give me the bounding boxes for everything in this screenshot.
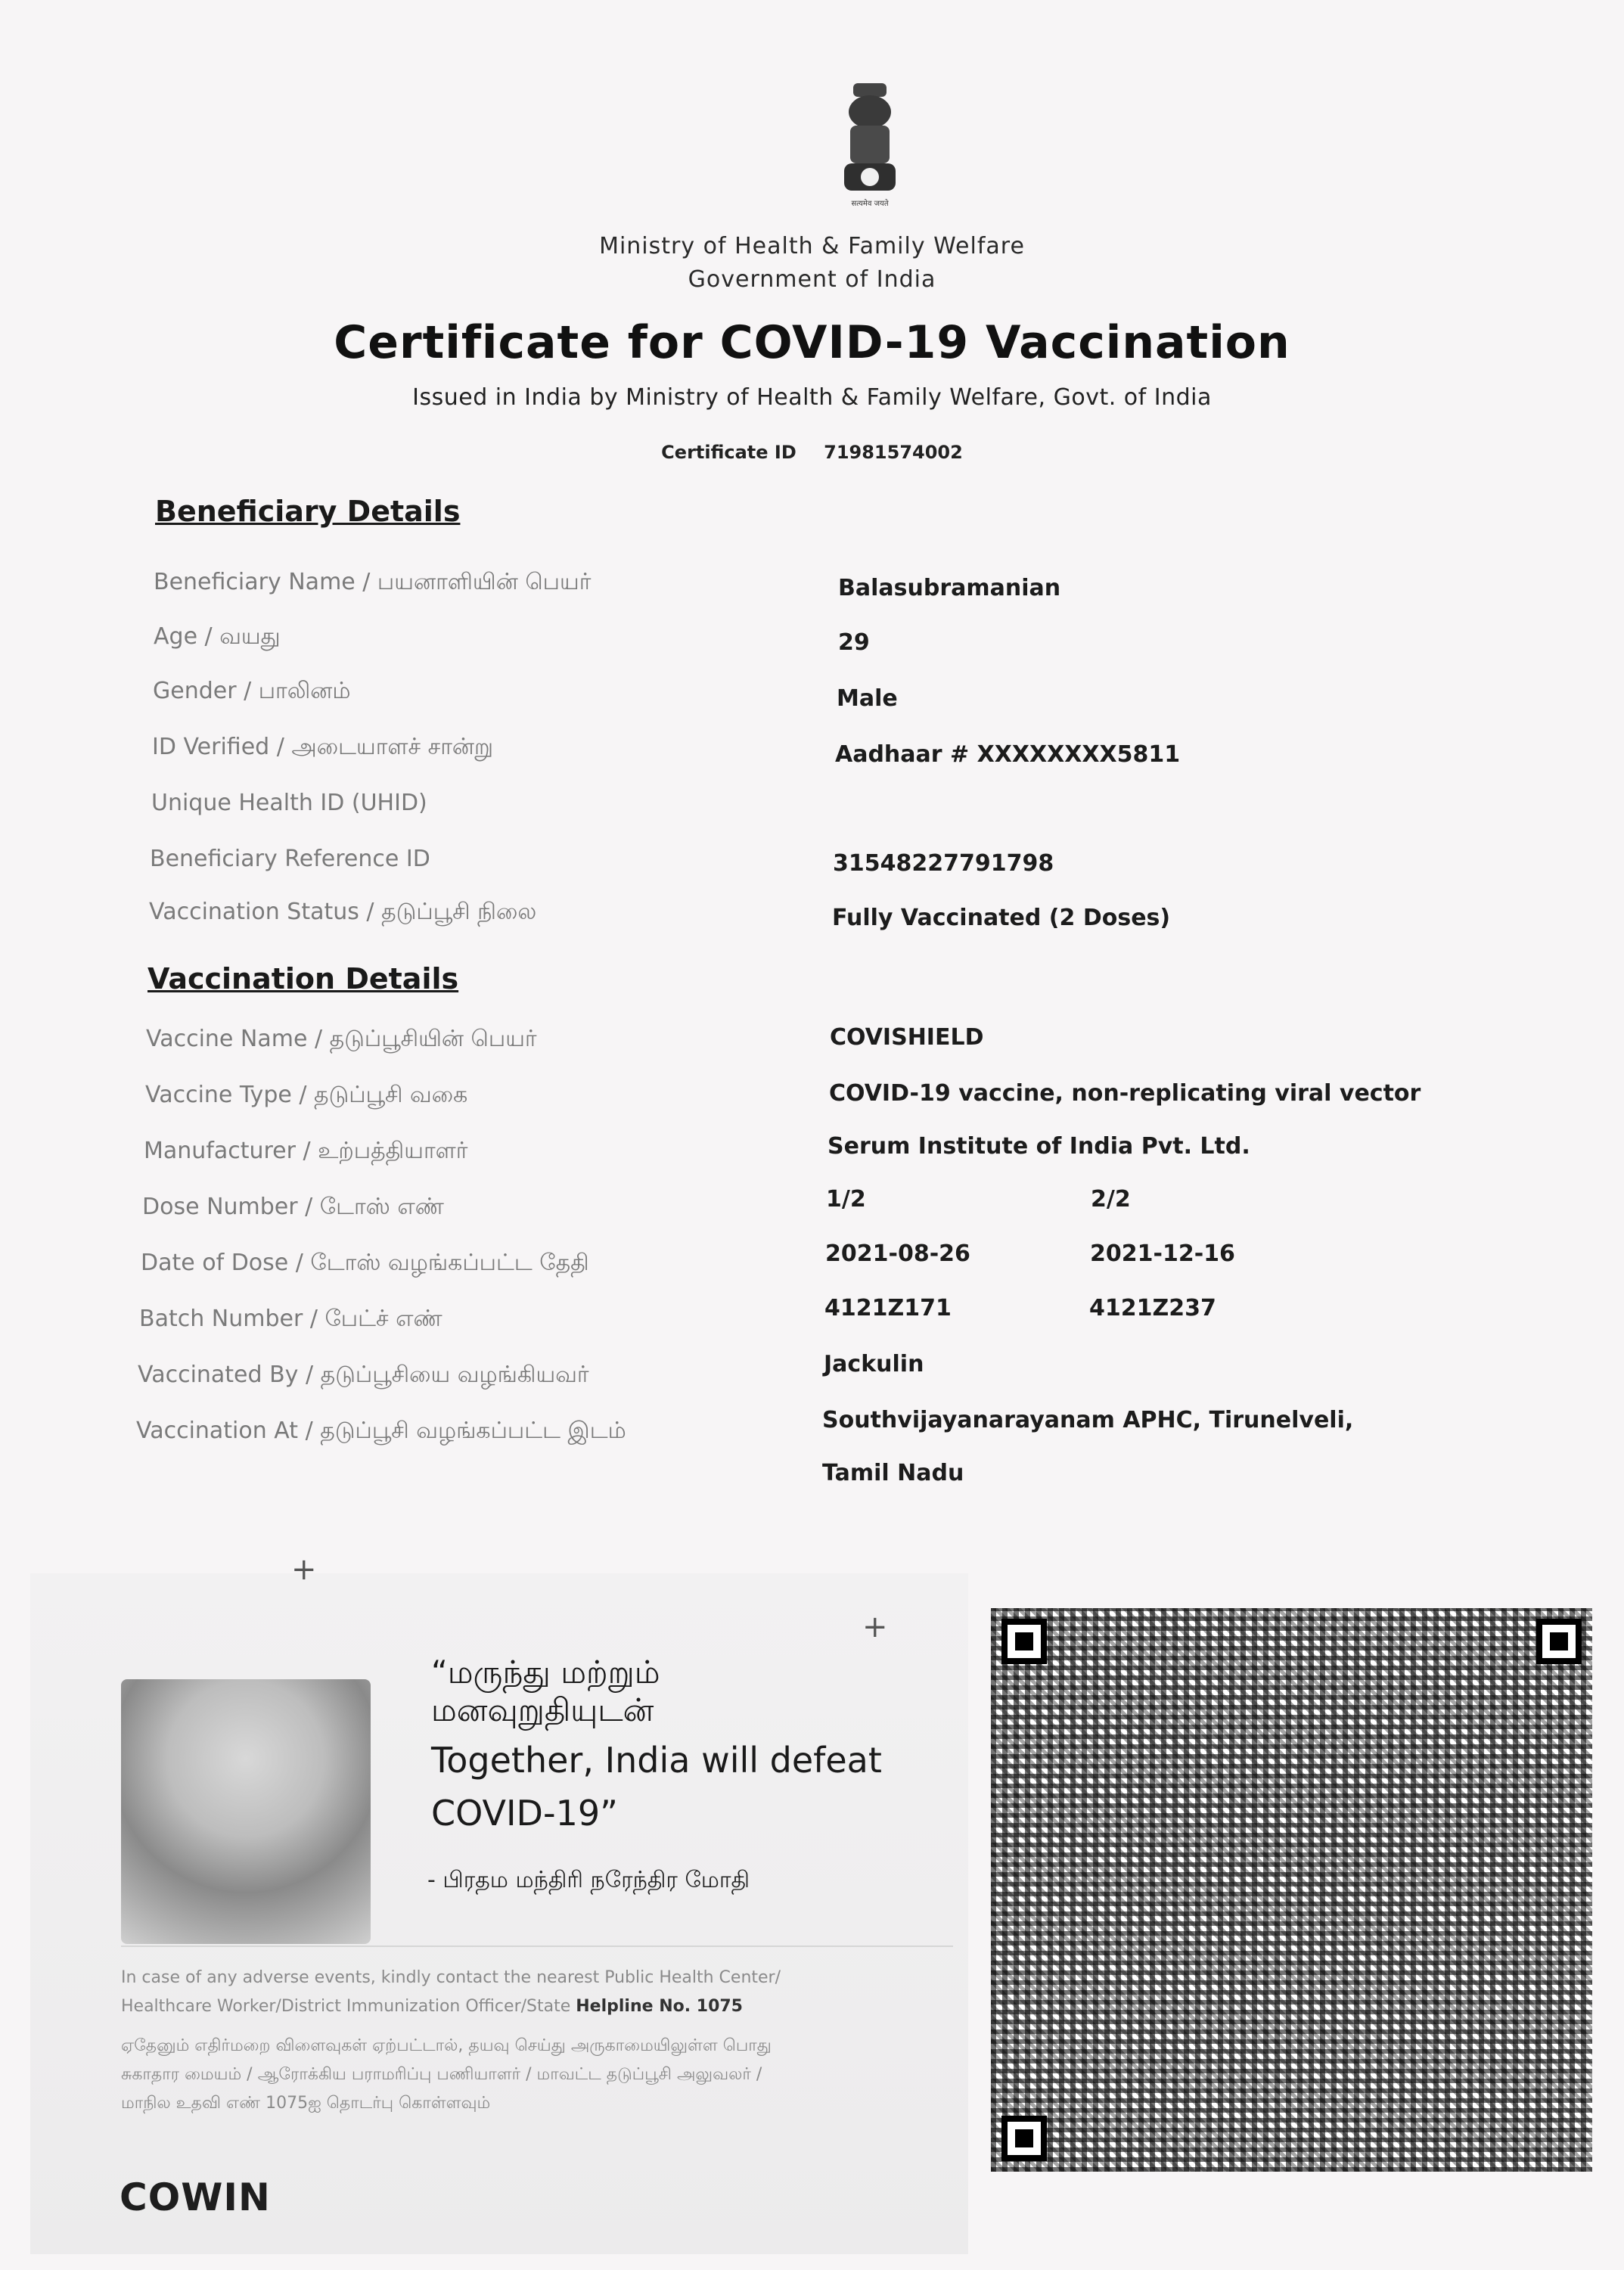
vaccination-status-label: Vaccination Status / தடுப்பூசி நிலை [149, 899, 537, 925]
adverse-line2-text: Healthcare Worker/District Immunization Officer/State [121, 1997, 571, 2016]
government-name: Government of India [688, 266, 936, 293]
dose-number-label: Dose Number / டோஸ் எண் [142, 1194, 444, 1220]
uhid-label: Unique Health ID (UHID) [151, 790, 427, 816]
beneficiary-section-title: Beneficiary Details [155, 495, 461, 528]
adverse-line2 [121, 1992, 953, 2021]
qr-finder-icon [1001, 1619, 1047, 1664]
manufacturer-label: Manufacturer / உற்பத்தியாளர் [144, 1138, 468, 1164]
vaccine-type-label: Vaccine Type / தடுப்பூசி வகை [145, 1082, 468, 1108]
vaccinated-by-value: Jackulin [824, 1351, 924, 1377]
vaccination-at-label: Vaccination At / தடுப்பூசி வழங்கப்பட்ட இடம் [136, 1418, 626, 1444]
vaccination-section-title: Vaccination Details [147, 962, 459, 995]
date-of-dose-label: Date of Dose / டோஸ் வழங்கப்பட்ட தேதி [141, 1250, 589, 1276]
certificate-id-line [0, 442, 1624, 463]
plus-mark-icon: + [291, 1552, 317, 1587]
quote-english-line2: COVID-19” [431, 1793, 618, 1834]
adverse-events-tamil [121, 2032, 953, 2118]
vaccine-name-value: COVISHIELD [830, 1024, 984, 1051]
certificate-title: Certificate for COVID-19 Vaccination [334, 316, 1290, 369]
certificate-id-label: Certificate ID [661, 442, 796, 463]
quote-attribution: - பிரதம மந்திரி நரேந்திர மோதி [427, 1867, 750, 1893]
prime-minister-photo [121, 1679, 371, 1944]
adverse-ta-line1: ஏதேனும் எதிர்மறை விளைவுகள் ஏற்பட்டால், தயவு செய்து அருகாமையிலுள்ள பொது [121, 2036, 772, 2055]
adverse-events-english [121, 1964, 953, 2021]
certificate-id-value: 71981574002 [824, 442, 963, 463]
age-label: Age / வயது [154, 623, 281, 650]
vaccine-type-value: COVID-19 vaccine, non-replicating viral vector [829, 1080, 1421, 1107]
adverse-ta-line2: சுகாதார மையம் / ஆரோக்கிய பராமரிப்பு பணியாளர் / மாவட்ட தடுப்பூசி அலுவலர் / [121, 2065, 762, 2084]
adverse-ta-line3: மாநில உதவி எண் 1075ஐ தொடர்பு கொள்ளவும் [121, 2094, 491, 2113]
qr-code [991, 1608, 1592, 2172]
qr-finder-icon [1001, 2116, 1047, 2161]
adverse-line1: In case of any adverse events, kindly contact the nearest Public Health Center/ [121, 1968, 781, 1987]
footer-divider [121, 1945, 953, 1947]
id-verified-label: ID Verified / அடையாளச் சான்று [152, 734, 494, 760]
batch-number-2: 4121Z237 [1089, 1295, 1216, 1321]
vaccine-name-label: Vaccine Name / தடுப்பூசியின் பெயர் [146, 1026, 537, 1052]
dose-number-2: 2/2 [1091, 1186, 1131, 1213]
vaccination-status-value: Fully Vaccinated (2 Doses) [832, 905, 1171, 931]
quote-english-line1: Together, India will defeat [431, 1740, 882, 1781]
quote-tamil-line2: மனவுறுதியுடன் [431, 1691, 654, 1728]
issued-by: Issued in India by Ministry of Health & Family Welfare, Govt. of India [412, 384, 1212, 411]
vaccination-at-line1: Southvijayanarayanam APHC, Tirunelveli, [822, 1407, 1354, 1433]
age-value: 29 [838, 629, 870, 656]
beneficiary-reference-id-label: Beneficiary Reference ID [150, 846, 430, 872]
qr-finder-icon [1536, 1619, 1582, 1664]
national-emblem-icon [824, 76, 915, 212]
dose-number-1: 1/2 [826, 1186, 866, 1213]
beneficiary-name-value: Balasubramanian [838, 575, 1061, 601]
ministry-name: Ministry of Health & Family Welfare [599, 233, 1025, 259]
helpline-number: Helpline No. 1075 [576, 1997, 743, 2016]
id-verified-value: Aadhaar # XXXXXXXX5811 [835, 741, 1181, 768]
beneficiary-reference-id-value: 31548227791798 [833, 850, 1054, 877]
quote-tamil-line1: “மருந்து மற்றும் [431, 1654, 660, 1691]
date-of-dose-1: 2021-08-26 [825, 1241, 970, 1267]
beneficiary-name-label: Beneficiary Name / பயனாளியின் பெயர் [154, 569, 592, 595]
cowin-logo: COWIN [120, 2175, 271, 2219]
plus-mark-icon: + [862, 1610, 888, 1644]
gender-value: Male [837, 685, 898, 712]
batch-number-label: Batch Number / பேட்ச் எண் [139, 1306, 442, 1332]
batch-number-1: 4121Z171 [824, 1295, 952, 1321]
emblem-caption: सत्यमेव जयते [851, 200, 889, 208]
gender-label: Gender / பாலினம் [153, 678, 351, 704]
vaccination-at-line2: Tamil Nadu [822, 1460, 964, 1486]
manufacturer-value: Serum Institute of India Pvt. Ltd. [828, 1133, 1250, 1160]
date-of-dose-2: 2021-12-16 [1090, 1241, 1235, 1267]
vaccinated-by-label: Vaccinated By / தடுப்பூசியை வழங்கியவர் [138, 1362, 589, 1388]
